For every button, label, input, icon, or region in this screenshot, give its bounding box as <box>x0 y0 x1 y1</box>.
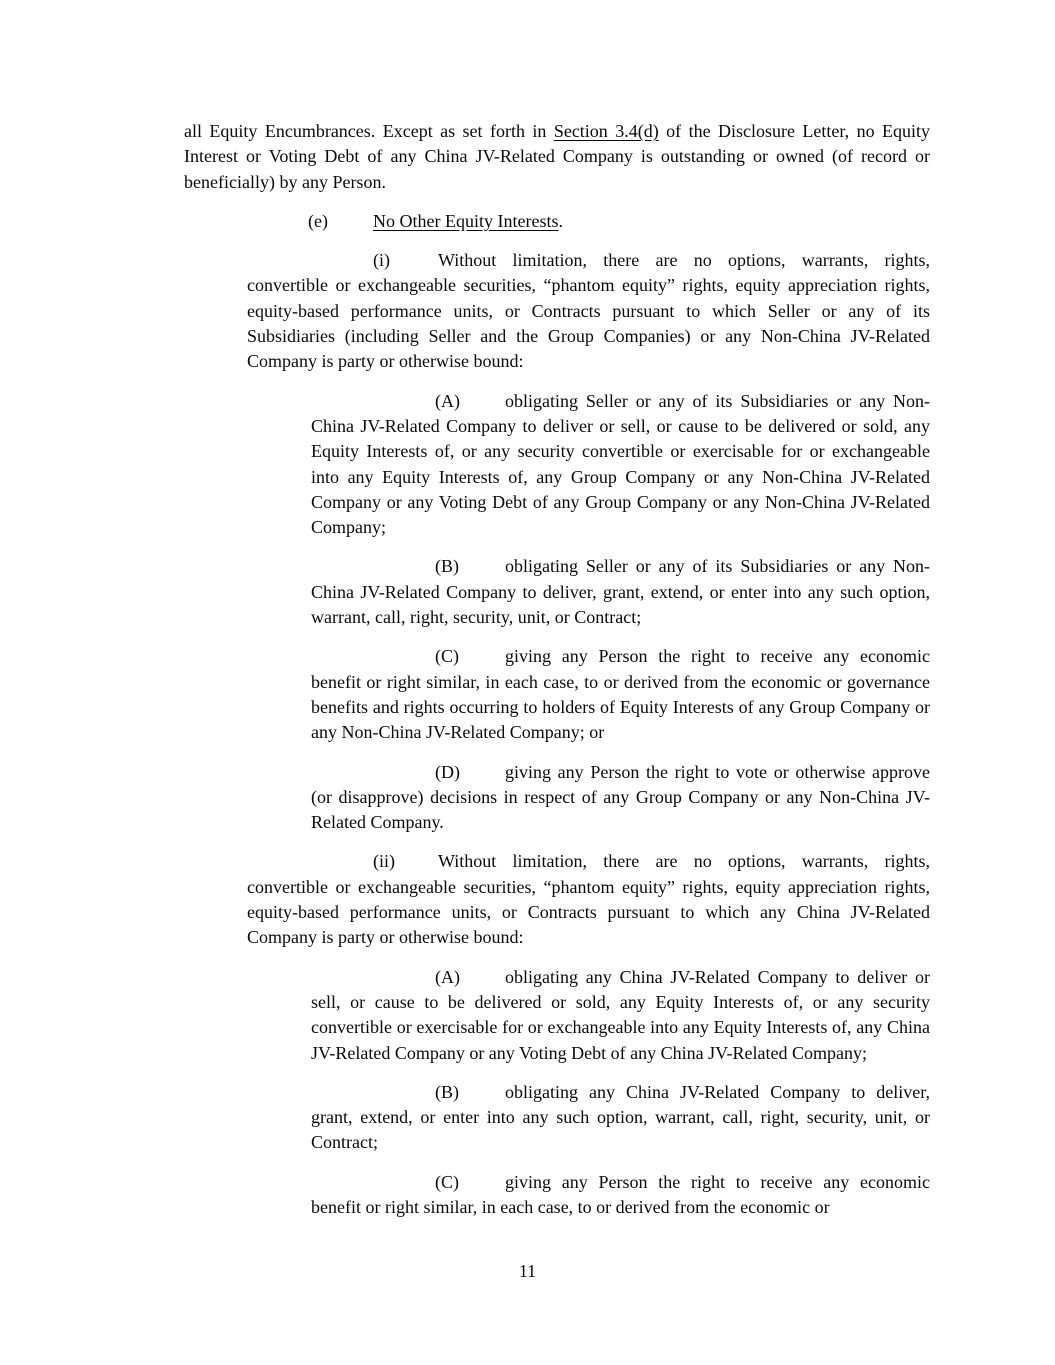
clause-ii-item-a-text: obligating any China JV-Related Company to deliver or sell, or cause to be delivered or sold, any Equity Interests of, or any security convertible or exercisable for or exchangeable into any Equity Interests of, any China JV-Related Company or any Voting Debt of any China JV-Related Company; <box>311 966 930 1063</box>
clause-i-item-a <box>311 389 930 541</box>
clause-ii-label: (ii) <box>373 851 395 872</box>
clause-i-item-c-text: giving any Person the right to receive any economic benefit or right similar, in each case, to or derived from the economic or governance benefits and rights occurring to holders of Equity Interests of any Group Company or any Non-China JV-Related Company; or <box>311 646 930 743</box>
clause-e-label: (e) <box>308 210 328 231</box>
clause-ii-item-c-label: (C) <box>435 1171 459 1192</box>
page-number: 11 <box>518 1261 537 1281</box>
clause-ii-item-b <box>311 1080 930 1156</box>
clause-i-item-d <box>311 760 930 836</box>
clause-i-item-b-text: obligating Seller or any of its Subsidiaries or any Non-China JV-Related Company to deliver, grant, extend, or enter into any such option, warrant, call, right, security, unit, or Contract; <box>311 556 930 628</box>
clause-i-paragraph <box>247 248 930 374</box>
clause-ii-item-a-label: (A) <box>435 966 460 987</box>
document-body <box>184 119 930 1234</box>
clause-ii-text: Without limitation, there are no options, warrants, rights, convertible or exchangeable securities, “phantom equity” rights, equity appreciation rights, equity-based performance units, or Contracts pursuant to which any China JV-Related Company is party or otherwise bound: <box>247 851 930 948</box>
clause-i-text: Without limitation, there are no options, warrants, rights, convertible or exchangeable securities, “phantom equity” rights, equity appreciation rights, equity-based performance units, or Contracts pursuant to which Seller or any of its Subsidiaries (including Seller and the Group Companies) or any Non-China JV-Related Company is party or otherwise bound: <box>247 250 930 372</box>
clause-i-item-d-text: giving any Person the right to vote or otherwise approve (or disapprove) decisions in respect of any Group Company or any Non-China JV-Related Company. <box>311 761 930 833</box>
clause-i-label: (i) <box>373 250 390 271</box>
clause-e-heading <box>184 209 930 234</box>
clause-ii-item-a <box>311 965 930 1066</box>
clause-ii-item-c <box>311 1170 930 1221</box>
intro-text-before: all Equity Encumbrances. Except as set forth in <box>184 121 554 141</box>
clause-i-item-a-text: obligating Seller or any of its Subsidiaries or any Non-China JV-Related Company to deliver or sell, or cause to be delivered or sold, any Equity Interests of, or any security convertible or exercisable for or exchangeable into any Equity Interests of, any Group Company or any Non-China JV-Related Company or any Voting Debt of any Group Company or any Non-China JV-Related Company; <box>311 390 930 538</box>
clause-i-item-c <box>311 644 930 745</box>
section-reference: Section 3.4(d) <box>553 121 659 141</box>
clause-ii-paragraph <box>247 849 930 950</box>
clause-i-item-c-label: (C) <box>435 646 459 667</box>
clause-ii-item-b-label: (B) <box>435 1081 459 1102</box>
clause-e-period: . <box>558 210 563 231</box>
clause-i-item-d-label: (D) <box>435 761 460 782</box>
clause-e-title: No Other Equity Interests <box>373 210 559 231</box>
intro-text-after: of the Disclosure Letter, no Equity Interest or Voting Debt of any China JV-Related Company is outstanding or owned (of record or beneficially) by any Person. <box>184 121 930 192</box>
clause-ii-item-c-text: giving any Person the right to receive any economic benefit or right similar, in each case, to or derived from the economic or <box>311 1171 930 1217</box>
clause-i-item-a-label: (A) <box>435 390 460 411</box>
clause-ii-item-b-text: obligating any China JV-Related Company to deliver, grant, extend, or enter into any such option, warrant, call, right, security, unit, or Contract; <box>311 1081 930 1153</box>
clause-i-item-b <box>311 554 930 630</box>
intro-paragraph <box>184 119 930 195</box>
clause-i-item-b-label: (B) <box>435 556 459 577</box>
